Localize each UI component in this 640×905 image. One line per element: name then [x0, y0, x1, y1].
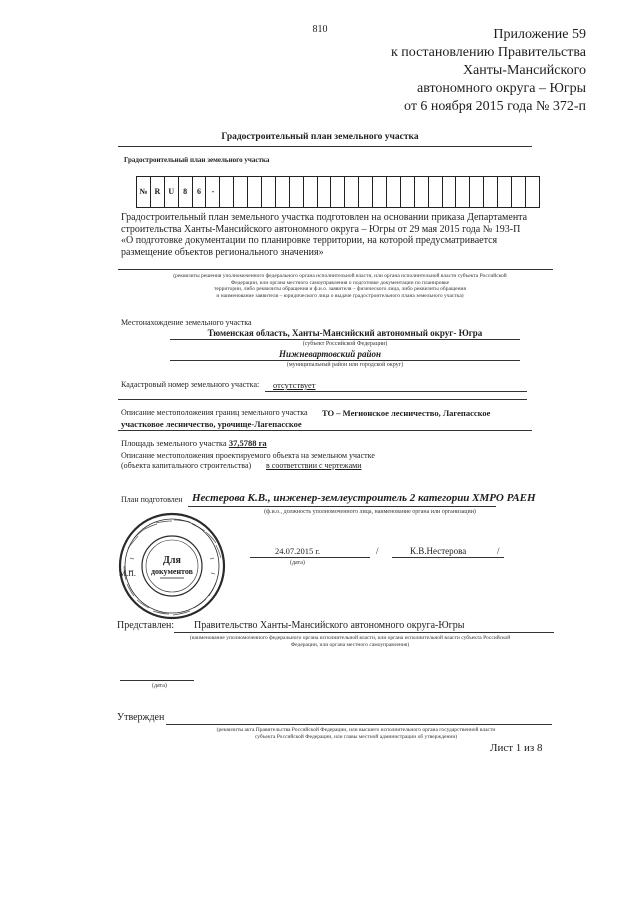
seal-place-mark: М.П.: [119, 569, 136, 578]
cadastral-label: Кадастровый номер земельного участка:: [121, 380, 260, 389]
basis-paragraph: [121, 212, 553, 258]
signature-separator-end: /: [497, 546, 500, 556]
cadastral-underline: [265, 391, 527, 392]
stamp-text-bottom: документов: [151, 567, 193, 576]
location-region: Тюменская область, Ханты-Мансийский автономный округ- Югра: [207, 328, 483, 338]
document-title: Градостроительный план земельного участка: [221, 132, 419, 142]
number-cell: [234, 177, 248, 207]
page-number: 810: [312, 24, 328, 35]
area-value: 37,5788 га: [228, 438, 267, 448]
appendix-block: [326, 26, 586, 116]
represented-underline: [174, 632, 554, 633]
number-cell: [456, 177, 470, 207]
title-underline: [118, 146, 532, 147]
number-cell: [401, 177, 415, 207]
location-label: Местонахождение земельного участка: [121, 318, 252, 327]
number-cell: [276, 177, 290, 207]
number-cell: [262, 177, 276, 207]
bounds-value: ТО – Мегионское лесничество, Лагепасское: [322, 408, 491, 418]
appendix-line: к постановлению Правительства: [390, 45, 586, 60]
object-desc-sublabel: (объекта капитального строительства): [121, 461, 252, 470]
represented-note: [148, 635, 552, 648]
basis-underline: [118, 269, 553, 270]
basis-line: размещение объектов регионального значения»: [121, 246, 324, 258]
region-note: (субъект Российской Федерации): [302, 341, 388, 347]
district-note: (муниципальный район или городской округ): [286, 362, 404, 368]
number-cell: [415, 177, 429, 207]
number-cell: [484, 177, 498, 207]
appendix-line: Приложение 59: [493, 27, 586, 42]
note-line: и наименование заявителя – юридического лица о выдаче градостроительного плана земельного участка): [216, 292, 464, 299]
number-cell: U: [165, 177, 179, 207]
approved-label: Утвержден: [117, 712, 165, 723]
note-line: (реквизиты акта Правительства Российской Федерации, или высшего исполнительного органа государственной власти: [216, 727, 496, 733]
number-cell: [318, 177, 332, 207]
signature-date: 24.07.2015 г.: [275, 546, 321, 556]
bounds-underline: [118, 430, 532, 431]
number-cell: [290, 177, 304, 207]
appendix-line: Ханты-Мансийского: [462, 63, 586, 78]
basis-line: Градостроительный план земельного участка подготовлен на основании приказа Департамента: [121, 212, 528, 223]
cadastral-underline-2: [118, 399, 527, 400]
prepared-value: Нестерова К.В., инженер-землеустроитель 2 категории ХМРО РАЕН: [192, 492, 536, 504]
note-line: территории, либо реквизиты обращения и ф.и.о. заявителя – физического лица, либо реквизиты обращения: [213, 286, 466, 292]
note-line: Федерации, или органа местного самоуправления): [290, 641, 410, 648]
appendix-line: автономного округа – Югры: [417, 81, 586, 96]
bounds-label: Описание местоположения границ земельного участка: [121, 408, 308, 417]
stamp-text-top: Для: [163, 555, 181, 566]
number-cell: [373, 177, 387, 207]
blank-date-note: (дата): [152, 683, 167, 689]
number-cell: 8: [179, 177, 193, 207]
area-label: Площадь земельного участка: [121, 438, 227, 448]
prepared-label: План подготовлен: [121, 495, 183, 504]
number-cell: [512, 177, 526, 207]
prepared-underline: [188, 506, 496, 507]
cadastral-value: отсутствует: [273, 380, 316, 390]
number-cell: [470, 177, 484, 207]
blank-date-underline: [120, 680, 194, 681]
note-line: (наименование уполномоченного федерального органа исполнительной власти, или органа исполнительной власти субъекта Российской: [189, 635, 511, 641]
number-cell: [443, 177, 457, 207]
note-line: (реквизиты решения уполномоченного федерального органа исполнительной власти, или органа исполнительной власти субъекта Российской: [173, 273, 507, 279]
number-cell: [429, 177, 443, 207]
prepared-note: (ф.и.о., должность уполномоченного лица, наименование органа или организации): [264, 509, 476, 515]
bounds-value-continued: участковое лесничество, урочище-Лагепасское: [121, 419, 302, 429]
object-desc-label: Описание местоположения проектируемого объекта на земельном участке: [121, 451, 375, 460]
approved-note: [160, 727, 552, 740]
number-cell: [359, 177, 373, 207]
number-cell: [387, 177, 401, 207]
region-underline: [170, 339, 520, 340]
approved-underline: [166, 724, 552, 725]
plan-number-label: Градостроительный план земельного участка: [124, 156, 270, 164]
object-desc-value: в соответствии с чертежами: [266, 461, 362, 470]
number-cell: [498, 177, 512, 207]
area-row: [121, 438, 267, 448]
number-cell: [248, 177, 262, 207]
number-cell: №: [137, 177, 151, 207]
note-line: Федерации, или органа местного самоуправления о подготовке документации по планировке: [230, 279, 450, 286]
plan-number-grid: [136, 176, 540, 208]
signature-separator: /: [376, 546, 379, 556]
number-cell: [345, 177, 359, 207]
appendix-line: от 6 ноября 2015 года № 372-п: [404, 99, 586, 114]
basis-line: строительства Ханты-Мансийского автономного округа – Югры от 29 мая 2015 года № 193-П: [121, 223, 521, 235]
basis-line: «О подготовке документации по планировке территории, на которой предусматривается: [121, 235, 498, 246]
number-cell: 6: [193, 177, 207, 207]
official-stamp: [110, 508, 250, 626]
number-cell: [304, 177, 318, 207]
number-cell: [220, 177, 234, 207]
stamp-icon: [110, 508, 250, 626]
requisites-note: [140, 273, 540, 299]
number-cell: [526, 177, 539, 207]
signer-name: К.В.Нестерова: [410, 546, 467, 556]
represented-value: Правительство Ханты-Мансийского автономного округа-Югры: [194, 620, 465, 631]
sheet-counter: Лист 1 из 8: [490, 742, 543, 754]
location-district: Нижневартовский район: [278, 349, 381, 359]
date-underline: [250, 557, 370, 558]
number-cell: -: [206, 177, 220, 207]
signer-underline: [392, 557, 504, 558]
number-cell: R: [151, 177, 165, 207]
number-cell: [331, 177, 345, 207]
note-line: субъекта Российской Федерации, или главы местной администрации об утверждении): [254, 733, 458, 740]
represented-label: Представлен:: [117, 620, 175, 631]
district-underline: [170, 360, 520, 361]
date-note: (дата): [290, 560, 305, 566]
